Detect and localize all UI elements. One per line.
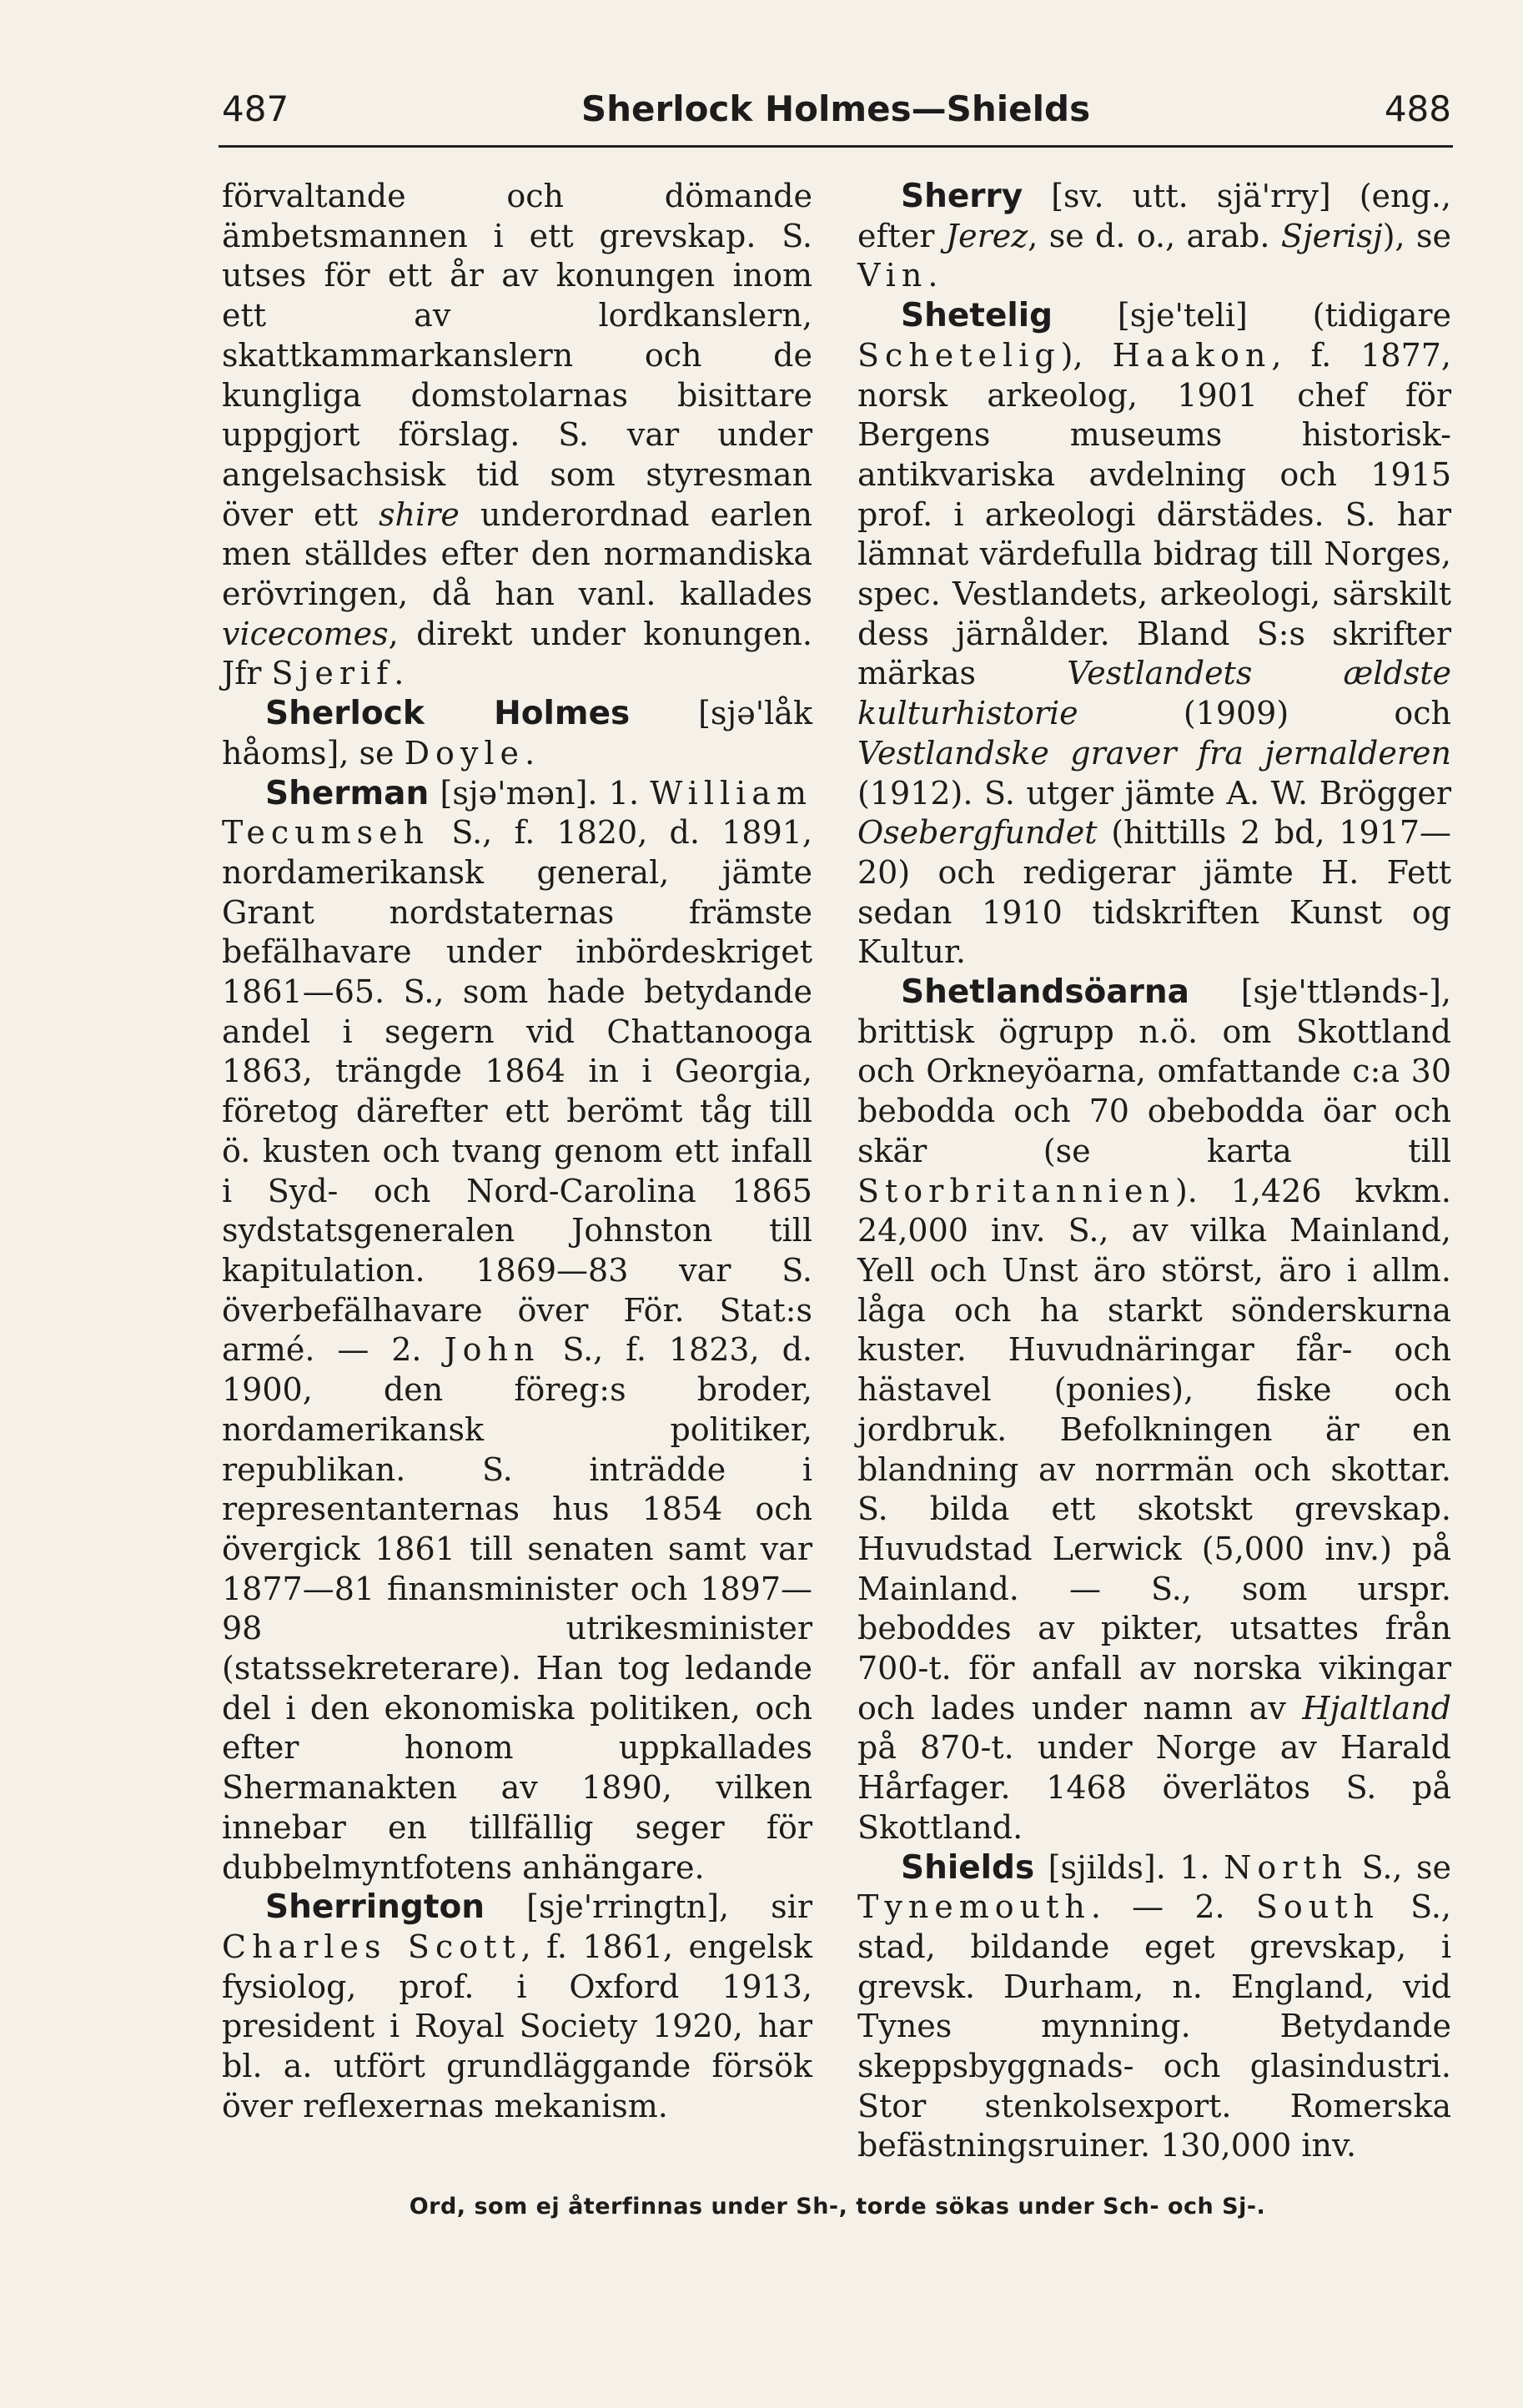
headword: Sherman <box>265 774 430 812</box>
headword: Shetelig <box>901 297 1053 335</box>
entry-sherlock-holmes: Sherlock Holmes [sjə'låk håoms], se Doyle. <box>222 695 812 772</box>
entry-sherman: Sherman [sjə'mən]. 1. William Tecumseh S., f. 1820, d. 1891, nordamerikansk general, jämte Grant nordstaternas främste befälhavare under inbördeskriget 1861—65. S., som hade betydande andel i segern vid Chattanooga 1863, trängde 1864 in i Georgia, företog därefter ett berömt tåg till ö. kusten och tvang genom ett infall i Syd- och Nord-Carolina 1865 sydstatsgeneralen Johnston till kapitulation. 1869—83 var S. överbefälhavare över För. Stat:s armé. — 2. John S., f. 1823, d. 1900, den föreg:s broder, nordamerikansk politiker, republikan. S. inträdde i representanternas hus 1854 och övergick 1861 till senaten samt var 1877—81 finansminister och 1897—98 utrikesminister (statssekreterare). Han tog ledande del i den ekonomiska politiken, och efter honom uppkallades Shermanakten av 1890, vilken innebar en tillfällig seger för dubbelmyntfotens anhängare. <box>222 774 812 1886</box>
entry-sherry: Sherry [sv. utt. sjä'rry] (eng., efter Jerez, se d. o., arab. Sjerisj), se Vin. <box>857 178 1451 294</box>
entry-shields: Shields [sjilds]. 1. North S., se Tynemouth. — 2. South S., stad, bildande eget grevskap, i grevsk. Durham, n. England, vid Tynes mynning. Betydande skeppsbyggnads- och glasindustri. Stor stenkolsexport. Romerska befästningsruiner. 130,000 inv. <box>857 1848 1452 2164</box>
headword: Shields <box>901 1848 1035 1887</box>
page-number-right: 488 <box>1384 88 1451 129</box>
headword: Shetlandsöarna <box>901 973 1189 1012</box>
left-column <box>222 177 812 2126</box>
running-title: Sherlock Holmes—Shields <box>581 88 1091 129</box>
headword: Sherlock Holmes <box>265 695 631 733</box>
page-number-left: 487 <box>222 88 289 129</box>
page-footnote: Ord, som ej återfinnas under Sh-, torde sökas under Sch- och Sj-. <box>409 2194 1266 2219</box>
page-header <box>219 83 1453 148</box>
entry-sherrington: Sherrington [sje'rringtn], sir Charles Scott, f. 1861, engelsk fysiolog, prof. i Oxford 1913, president i Royal Society 1920, har bl. a. utfört grundläggande försök över reflexernas mekanism. <box>222 1888 812 2124</box>
right-column <box>857 177 1451 2166</box>
entry-shetlandsoarna: Shetlandsöarna [sje'ttlənds-], brittisk ögrupp n.ö. om Skottland och Orkneyöarna, omfattande c:a 30 bebodda och 70 obebodda öar och skär (se karta till Storbritannien). 1,426 kvkm. 24,000 inv. S., av vilka Mainland, Yell och Unst äro störst, äro i allm. låga och ha starkt sönderskurna kuster. Huvudnäringar får- och hästavel (ponies), fiske och jordbruk. Befolkningen är en blandning av norrmän och skottar. S. bilda ett skotskt grevskap. Huvudstad Lerwick (5,000 inv.) på Mainland. — S., som urspr. beboddes av pikter, utsattes från 700-t. för anfall av norska vikingar och lades under namn av Hjaltland på 870-t. under Norge av Harald Hårfager. 1468 överlätos S. på Skottland. <box>857 973 1451 1846</box>
entry-shetelig: Shetelig [sje'teli] (tidigare Schetelig), Haakon, f. 1877, norsk arkeolog, 1901 chef för Bergens museums historisk-antikvariska avdelning och 1915 prof. i arkeologi därstädes. S. har lämnat värdefulla bidrag till Norges, spec. Vestlandets, arkeologi, särskilt dess järnålder. Bland S:s skrifter märkas Vestlandets ældste kulturhistorie (1909) och Vestlandske graver fra jernalderen (1912). S. utger jämte A. W. Brögger Osebergfundet (hittills 2 bd, 1917—20) och redigerar jämte H. Fett sedan 1910 tidskriften Kunst og Kultur. <box>857 297 1452 971</box>
headword: Sherry <box>901 178 1023 215</box>
entry-sheriff-continuation: förvaltande och dömande ämbetsmannen i ett grevskap. S. utses för ett år av konungen inom ett av lordkanslern, skattkammarkanslern och de kungliga domstolarnas bisittare uppgjort förslag. S. var under angelsachsisk tid som styresman över ett shire underordnad earlen men ställdes efter den normandiska erövringen, då han vanl. kallades vicecomes, direkt under konungen. Jfr Sjerif. <box>222 178 812 692</box>
headword: Sherrington <box>265 1888 485 1927</box>
